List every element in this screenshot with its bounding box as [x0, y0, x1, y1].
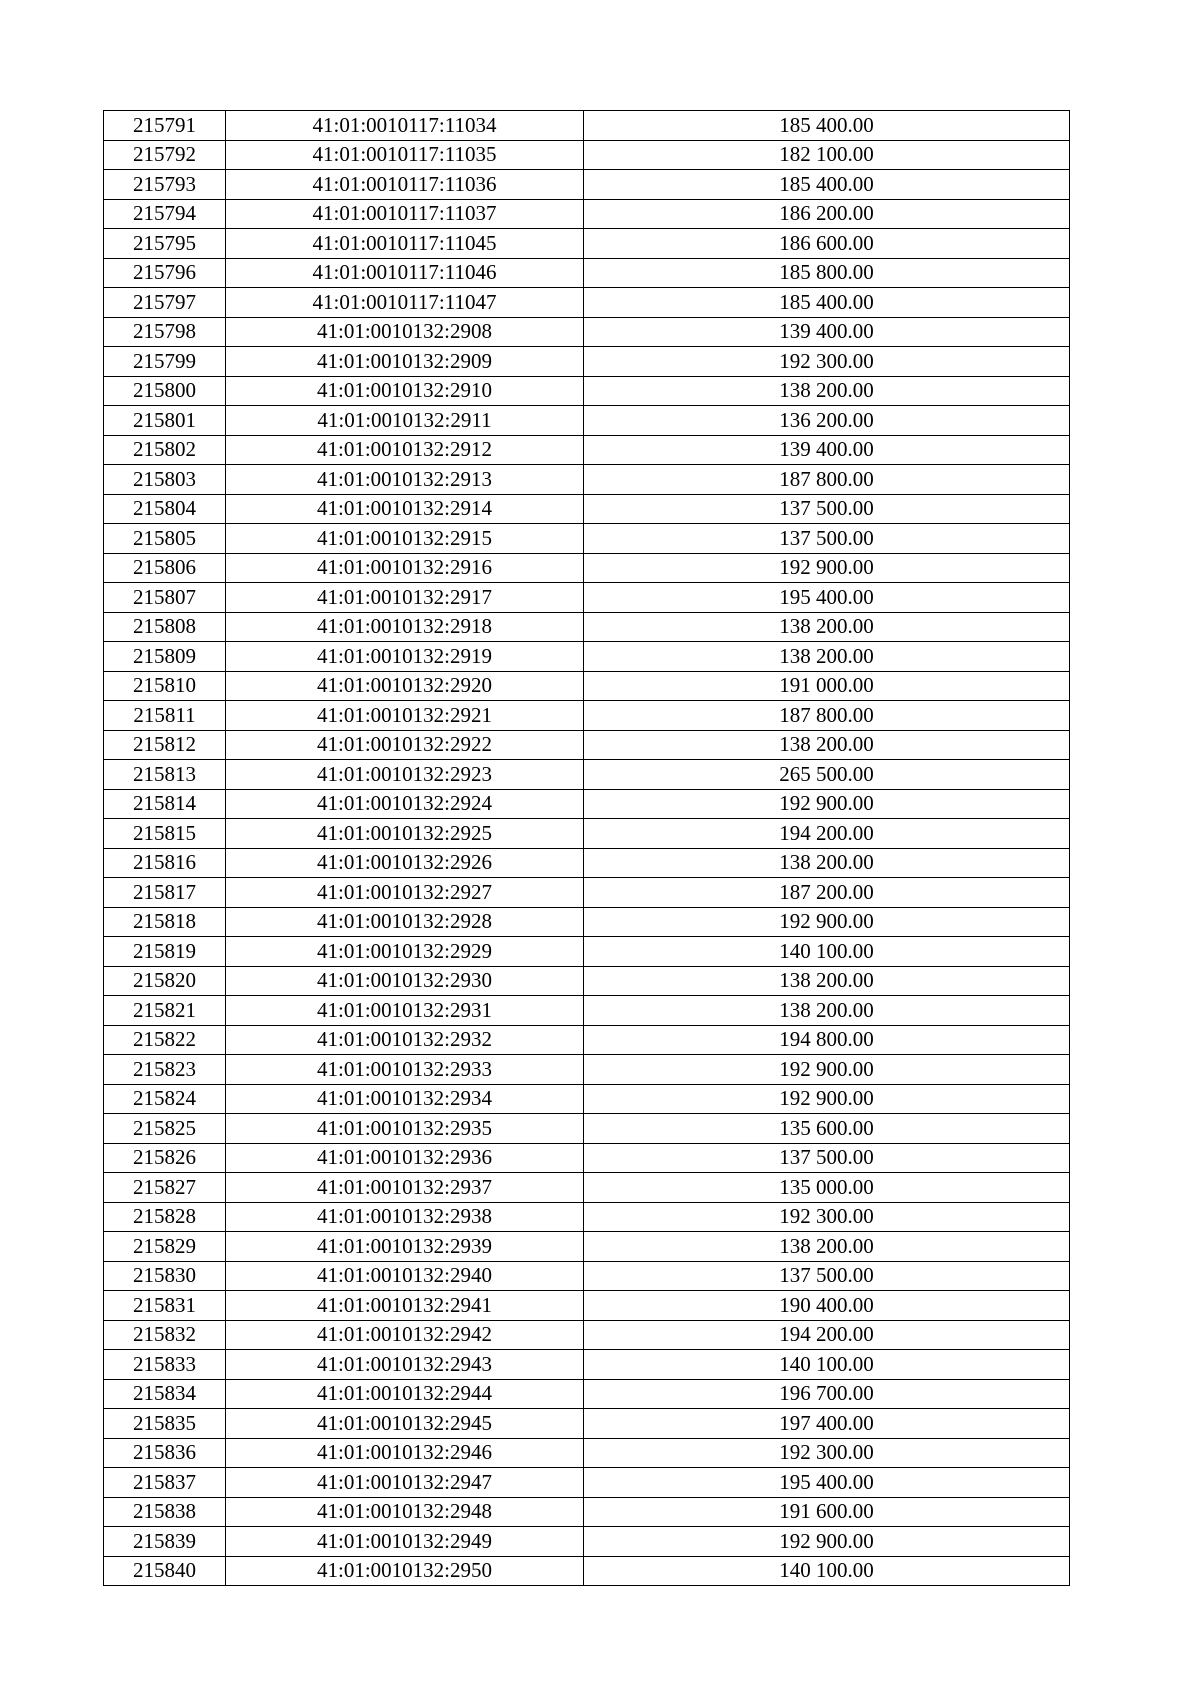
- table-row: [104, 1527, 1070, 1557]
- table-row: [104, 1291, 1070, 1321]
- cadastral-number-cell: 41:01:0010117:11045: [226, 229, 584, 259]
- cadastral-number-cell: 41:01:0010132:2937: [226, 1173, 584, 1203]
- row-number-cell: 215805: [104, 524, 226, 554]
- value-cell: 191 600.00: [584, 1497, 1070, 1527]
- table-row: [104, 170, 1070, 200]
- row-number-cell: 215802: [104, 435, 226, 465]
- table-row: [104, 1202, 1070, 1232]
- cadastral-number-cell: 41:01:0010117:11047: [226, 288, 584, 318]
- table-row: [104, 435, 1070, 465]
- value-cell: 194 200.00: [584, 819, 1070, 849]
- row-number-cell: 215830: [104, 1261, 226, 1291]
- cadastral-number-cell: 41:01:0010132:2922: [226, 730, 584, 760]
- row-number-cell: 215821: [104, 996, 226, 1026]
- table-body: [104, 111, 1070, 1586]
- value-cell: 185 400.00: [584, 111, 1070, 141]
- cadastral-number-cell: 41:01:0010132:2930: [226, 966, 584, 996]
- table-row: [104, 553, 1070, 583]
- table-row: [104, 1261, 1070, 1291]
- table-row: [104, 907, 1070, 937]
- value-cell: 187 800.00: [584, 701, 1070, 731]
- row-number-cell: 215828: [104, 1202, 226, 1232]
- value-cell: 186 600.00: [584, 229, 1070, 259]
- table-row: [104, 347, 1070, 377]
- value-cell: 138 200.00: [584, 996, 1070, 1026]
- cadastral-number-cell: 41:01:0010132:2924: [226, 789, 584, 819]
- table-row: [104, 1084, 1070, 1114]
- cadastral-number-cell: 41:01:0010117:11036: [226, 170, 584, 200]
- row-number-cell: 215829: [104, 1232, 226, 1262]
- cadastral-number-cell: 41:01:0010132:2943: [226, 1350, 584, 1380]
- table-row: [104, 760, 1070, 790]
- cadastral-number-cell: 41:01:0010132:2931: [226, 996, 584, 1026]
- value-cell: 139 400.00: [584, 435, 1070, 465]
- table-row: [104, 258, 1070, 288]
- value-cell: 194 200.00: [584, 1320, 1070, 1350]
- row-number-cell: 215831: [104, 1291, 226, 1321]
- cadastral-number-cell: 41:01:0010132:2913: [226, 465, 584, 495]
- row-number-cell: 215795: [104, 229, 226, 259]
- cadastral-number-cell: 41:01:0010132:2909: [226, 347, 584, 377]
- value-cell: 140 100.00: [584, 937, 1070, 967]
- value-cell: 138 200.00: [584, 642, 1070, 672]
- row-number-cell: 215819: [104, 937, 226, 967]
- table-row: [104, 937, 1070, 967]
- table-row: [104, 376, 1070, 406]
- cadastral-number-cell: 41:01:0010132:2946: [226, 1438, 584, 1468]
- value-cell: 192 300.00: [584, 347, 1070, 377]
- value-cell: 182 100.00: [584, 140, 1070, 170]
- value-cell: 192 900.00: [584, 789, 1070, 819]
- table-row: [104, 494, 1070, 524]
- row-number-cell: 215791: [104, 111, 226, 141]
- value-cell: 139 400.00: [584, 317, 1070, 347]
- row-number-cell: 215793: [104, 170, 226, 200]
- cadastral-number-cell: 41:01:0010132:2921: [226, 701, 584, 731]
- table-row: [104, 1497, 1070, 1527]
- cadastral-number-cell: 41:01:0010132:2914: [226, 494, 584, 524]
- table-row: [104, 730, 1070, 760]
- table-row: [104, 1055, 1070, 1085]
- table-row: [104, 111, 1070, 141]
- row-number-cell: 215820: [104, 966, 226, 996]
- cadastral-number-cell: 41:01:0010132:2911: [226, 406, 584, 436]
- table-row: [104, 789, 1070, 819]
- row-number-cell: 215808: [104, 612, 226, 642]
- row-number-cell: 215812: [104, 730, 226, 760]
- row-number-cell: 215827: [104, 1173, 226, 1203]
- row-number-cell: 215811: [104, 701, 226, 731]
- cadastral-number-cell: 41:01:0010132:2947: [226, 1468, 584, 1498]
- value-cell: 137 500.00: [584, 1143, 1070, 1173]
- table-row: [104, 406, 1070, 436]
- row-number-cell: 215824: [104, 1084, 226, 1114]
- cadastral-number-cell: 41:01:0010132:2926: [226, 848, 584, 878]
- cadastral-number-cell: 41:01:0010132:2915: [226, 524, 584, 554]
- row-number-cell: 215826: [104, 1143, 226, 1173]
- table-row: [104, 966, 1070, 996]
- value-cell: 197 400.00: [584, 1409, 1070, 1439]
- cadastral-number-cell: 41:01:0010132:2932: [226, 1025, 584, 1055]
- value-cell: 138 200.00: [584, 376, 1070, 406]
- row-number-cell: 215833: [104, 1350, 226, 1380]
- row-number-cell: 215839: [104, 1527, 226, 1557]
- cadastral-number-cell: 41:01:0010132:2919: [226, 642, 584, 672]
- value-cell: 138 200.00: [584, 612, 1070, 642]
- cadastral-number-cell: 41:01:0010132:2935: [226, 1114, 584, 1144]
- value-cell: 192 900.00: [584, 1055, 1070, 1085]
- row-number-cell: 215837: [104, 1468, 226, 1498]
- row-number-cell: 215816: [104, 848, 226, 878]
- table-row: [104, 701, 1070, 731]
- row-number-cell: 215810: [104, 671, 226, 701]
- table-row: [104, 583, 1070, 613]
- cadastral-number-cell: 41:01:0010132:2918: [226, 612, 584, 642]
- value-cell: 135 000.00: [584, 1173, 1070, 1203]
- row-number-cell: 215838: [104, 1497, 226, 1527]
- row-number-cell: 215800: [104, 376, 226, 406]
- value-cell: 138 200.00: [584, 966, 1070, 996]
- value-cell: 138 200.00: [584, 1232, 1070, 1262]
- cadastral-number-cell: 41:01:0010132:2938: [226, 1202, 584, 1232]
- table-row: [104, 229, 1070, 259]
- table-row: [104, 1025, 1070, 1055]
- cadastral-number-cell: 41:01:0010132:2908: [226, 317, 584, 347]
- cadastral-number-cell: 41:01:0010132:2934: [226, 1084, 584, 1114]
- row-number-cell: 215806: [104, 553, 226, 583]
- row-number-cell: 215817: [104, 878, 226, 908]
- cadastral-number-cell: 41:01:0010132:2944: [226, 1379, 584, 1409]
- row-number-cell: 215803: [104, 465, 226, 495]
- cadastral-number-cell: 41:01:0010132:2925: [226, 819, 584, 849]
- row-number-cell: 215840: [104, 1556, 226, 1586]
- value-cell: 194 800.00: [584, 1025, 1070, 1055]
- cadastral-number-cell: 41:01:0010132:2948: [226, 1497, 584, 1527]
- table-row: [104, 671, 1070, 701]
- cadastral-number-cell: 41:01:0010132:2928: [226, 907, 584, 937]
- table-row: [104, 1409, 1070, 1439]
- row-number-cell: 215804: [104, 494, 226, 524]
- cadastral-number-cell: 41:01:0010117:11034: [226, 111, 584, 141]
- table-row: [104, 199, 1070, 229]
- table-row: [104, 1438, 1070, 1468]
- value-cell: 140 100.00: [584, 1556, 1070, 1586]
- value-cell: 137 500.00: [584, 494, 1070, 524]
- table-row: [104, 1350, 1070, 1380]
- value-cell: 186 200.00: [584, 199, 1070, 229]
- value-cell: 140 100.00: [584, 1350, 1070, 1380]
- row-number-cell: 215836: [104, 1438, 226, 1468]
- cadastral-number-cell: 41:01:0010132:2917: [226, 583, 584, 613]
- table-row: [104, 996, 1070, 1026]
- value-cell: 187 200.00: [584, 878, 1070, 908]
- row-number-cell: 215801: [104, 406, 226, 436]
- row-number-cell: 215809: [104, 642, 226, 672]
- value-cell: 192 900.00: [584, 907, 1070, 937]
- value-cell: 136 200.00: [584, 406, 1070, 436]
- row-number-cell: 215835: [104, 1409, 226, 1439]
- row-number-cell: 215798: [104, 317, 226, 347]
- row-number-cell: 215832: [104, 1320, 226, 1350]
- value-cell: 185 800.00: [584, 258, 1070, 288]
- table-row: [104, 317, 1070, 347]
- table-row: [104, 642, 1070, 672]
- cadastral-number-cell: 41:01:0010132:2936: [226, 1143, 584, 1173]
- value-cell: 138 200.00: [584, 730, 1070, 760]
- row-number-cell: 215822: [104, 1025, 226, 1055]
- row-number-cell: 215792: [104, 140, 226, 170]
- cadastral-number-cell: 41:01:0010132:2912: [226, 435, 584, 465]
- row-number-cell: 215813: [104, 760, 226, 790]
- row-number-cell: 215796: [104, 258, 226, 288]
- table-row: [104, 1379, 1070, 1409]
- value-cell: 192 900.00: [584, 1084, 1070, 1114]
- cadastral-number-cell: 41:01:0010132:2945: [226, 1409, 584, 1439]
- cadastral-number-cell: 41:01:0010117:11037: [226, 199, 584, 229]
- table-row: [104, 1143, 1070, 1173]
- table-row: [104, 819, 1070, 849]
- row-number-cell: 215815: [104, 819, 226, 849]
- cadastral-number-cell: 41:01:0010132:2942: [226, 1320, 584, 1350]
- row-number-cell: 215797: [104, 288, 226, 318]
- cadastral-number-cell: 41:01:0010132:2949: [226, 1527, 584, 1557]
- cadastral-value-table: [103, 110, 1070, 1586]
- cadastral-number-cell: 41:01:0010132:2939: [226, 1232, 584, 1262]
- cadastral-number-cell: 41:01:0010132:2950: [226, 1556, 584, 1586]
- cadastral-number-cell: 41:01:0010132:2916: [226, 553, 584, 583]
- cadastral-number-cell: 41:01:0010132:2941: [226, 1291, 584, 1321]
- table-row: [104, 1232, 1070, 1262]
- value-cell: 138 200.00: [584, 848, 1070, 878]
- row-number-cell: 215814: [104, 789, 226, 819]
- cadastral-number-cell: 41:01:0010132:2910: [226, 376, 584, 406]
- value-cell: 135 600.00: [584, 1114, 1070, 1144]
- table-row: [104, 524, 1070, 554]
- cadastral-number-cell: 41:01:0010132:2923: [226, 760, 584, 790]
- table-row: [104, 878, 1070, 908]
- value-cell: 137 500.00: [584, 1261, 1070, 1291]
- row-number-cell: 215823: [104, 1055, 226, 1085]
- value-cell: 191 000.00: [584, 671, 1070, 701]
- table-row: [104, 1320, 1070, 1350]
- cadastral-number-cell: 41:01:0010117:11046: [226, 258, 584, 288]
- value-cell: 192 900.00: [584, 553, 1070, 583]
- cadastral-number-cell: 41:01:0010117:11035: [226, 140, 584, 170]
- cadastral-number-cell: 41:01:0010132:2929: [226, 937, 584, 967]
- table-row: [104, 1468, 1070, 1498]
- value-cell: 195 400.00: [584, 1468, 1070, 1498]
- row-number-cell: 215834: [104, 1379, 226, 1409]
- value-cell: 187 800.00: [584, 465, 1070, 495]
- value-cell: 137 500.00: [584, 524, 1070, 554]
- cadastral-number-cell: 41:01:0010132:2933: [226, 1055, 584, 1085]
- table-row: [104, 288, 1070, 318]
- table-row: [104, 1173, 1070, 1203]
- value-cell: 192 300.00: [584, 1438, 1070, 1468]
- value-cell: 195 400.00: [584, 583, 1070, 613]
- row-number-cell: 215794: [104, 199, 226, 229]
- table-row: [104, 612, 1070, 642]
- value-cell: 190 400.00: [584, 1291, 1070, 1321]
- table-row: [104, 140, 1070, 170]
- row-number-cell: 215818: [104, 907, 226, 937]
- table-row: [104, 848, 1070, 878]
- row-number-cell: 215807: [104, 583, 226, 613]
- table-row: [104, 465, 1070, 495]
- cadastral-number-cell: 41:01:0010132:2940: [226, 1261, 584, 1291]
- table-row: [104, 1114, 1070, 1144]
- row-number-cell: 215799: [104, 347, 226, 377]
- cadastral-number-cell: 41:01:0010132:2920: [226, 671, 584, 701]
- cadastral-number-cell: 41:01:0010132:2927: [226, 878, 584, 908]
- value-cell: 265 500.00: [584, 760, 1070, 790]
- value-cell: 192 900.00: [584, 1527, 1070, 1557]
- value-cell: 185 400.00: [584, 288, 1070, 318]
- value-cell: 185 400.00: [584, 170, 1070, 200]
- row-number-cell: 215825: [104, 1114, 226, 1144]
- table-row: [104, 1556, 1070, 1586]
- value-cell: 196 700.00: [584, 1379, 1070, 1409]
- value-cell: 192 300.00: [584, 1202, 1070, 1232]
